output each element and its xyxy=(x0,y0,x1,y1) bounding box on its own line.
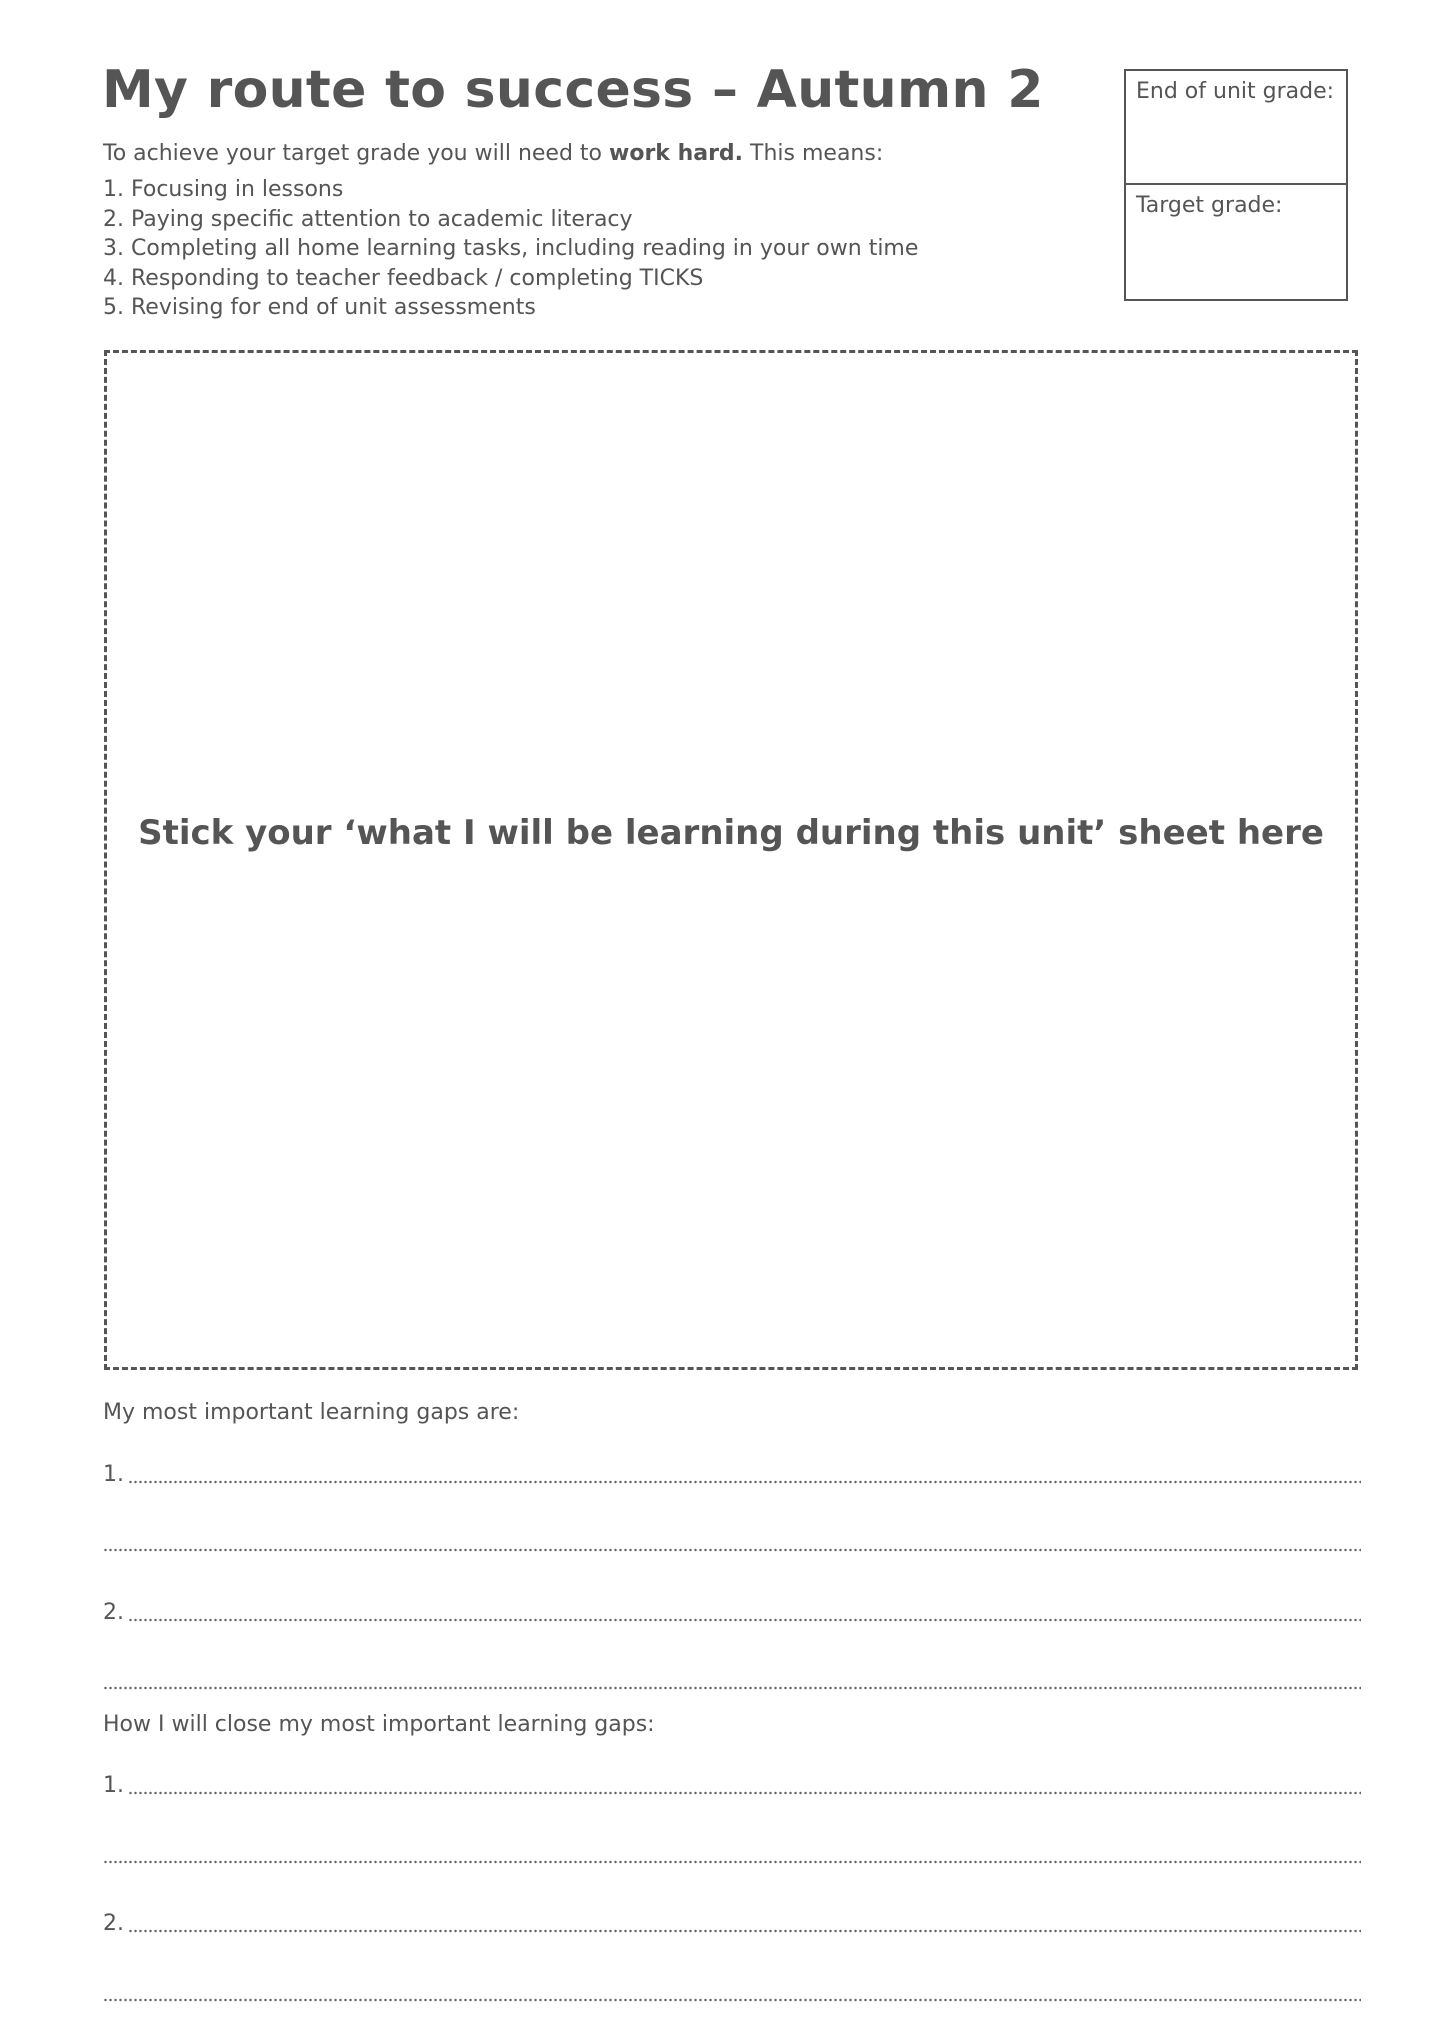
close-gap-line-2[interactable] xyxy=(103,1907,1361,1935)
learning-gap-line-1[interactable] xyxy=(103,1458,1361,1486)
target-grade-field[interactable] xyxy=(1126,185,1346,299)
dotted-line xyxy=(103,1548,1361,1552)
dotted-line xyxy=(103,1998,1361,2002)
intro-after: This means: xyxy=(743,141,884,166)
line-number: 1. xyxy=(103,1773,124,1798)
close-gap-line-1[interactable] xyxy=(103,1769,1361,1797)
learning-gap-line-2-continued[interactable] xyxy=(103,1664,1361,1692)
line-number: 2. xyxy=(103,1911,124,1936)
step-item: 1. Focusing in lessons xyxy=(103,177,344,202)
end-of-unit-grade-field[interactable] xyxy=(1126,71,1346,185)
close-gap-line-2-continued[interactable] xyxy=(103,1976,1361,2004)
intro-before: To achieve your target grade you will need to xyxy=(103,141,609,166)
dotted-line xyxy=(103,1686,1361,1690)
steps-list xyxy=(103,175,918,323)
end-of-unit-grade-label: End of unit grade: xyxy=(1136,79,1335,104)
target-grade-label: Target grade: xyxy=(1136,193,1283,218)
learning-gap-line-1-continued[interactable] xyxy=(103,1526,1361,1554)
step-item: 5. Revising for end of unit assessments xyxy=(103,295,536,320)
step-item: 3. Completing all home learning tasks, including reading in your own time xyxy=(103,236,919,261)
stick-sheet-area xyxy=(104,350,1358,1370)
close-gap-line-1-continued[interactable] xyxy=(103,1838,1361,1866)
step-item: 4. Responding to teacher feedback / completing TICKS xyxy=(103,265,704,291)
learning-gaps-heading: My most important learning gaps are: xyxy=(103,1400,520,1425)
page-title: My route to success – Autumn 2 xyxy=(102,60,1044,120)
line-number: 1. xyxy=(103,1462,124,1487)
grade-box xyxy=(1124,69,1348,301)
close-gaps-heading: How I will close my most important learning gaps: xyxy=(103,1712,655,1737)
learning-gap-line-2[interactable] xyxy=(103,1596,1361,1624)
stick-sheet-instruction: Stick your ‘what I will be learning during this unit’ sheet here xyxy=(138,813,1324,853)
step-item: 2. Paying specific attention to academic literacy xyxy=(103,206,633,232)
line-number: 2. xyxy=(103,1600,124,1625)
intro-emphasis: work hard. xyxy=(609,141,744,166)
intro-text xyxy=(103,139,883,169)
dotted-line xyxy=(128,1791,1361,1795)
dotted-line xyxy=(128,1618,1361,1622)
dotted-line xyxy=(103,1860,1361,1864)
dotted-line xyxy=(128,1929,1361,1933)
dotted-line xyxy=(128,1480,1361,1484)
